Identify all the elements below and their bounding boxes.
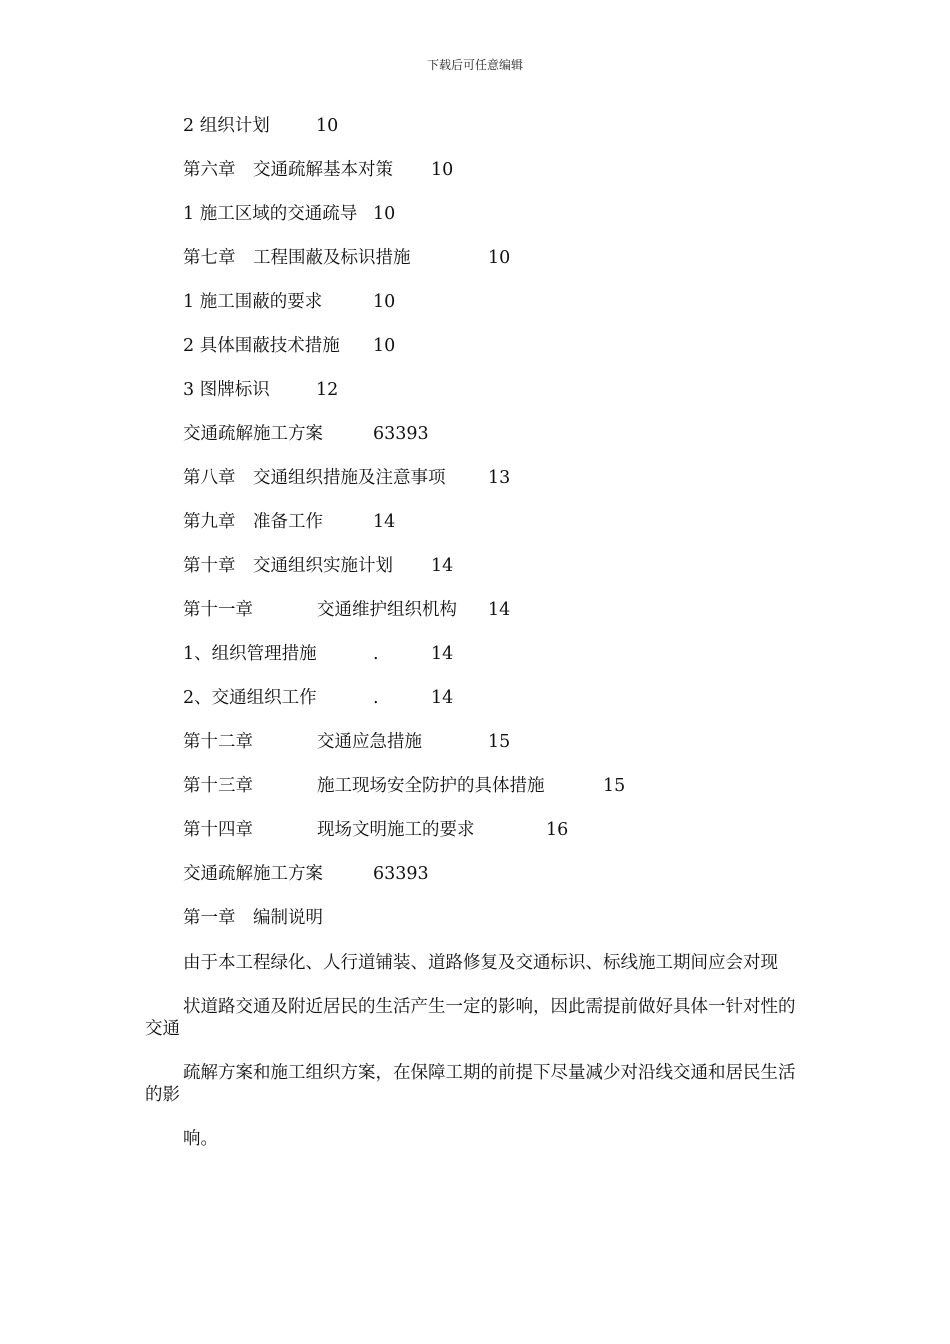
toc-entry-label: 1 施工区域的交通疏导 — [183, 204, 358, 224]
toc-entry-page: 10 — [488, 248, 511, 268]
toc-entry-chapter: 第十一章 — [183, 600, 253, 620]
toc-entry — [183, 819, 823, 863]
toc-entry-label: 1 施工围蔽的要求 — [183, 292, 323, 312]
paragraph: 由于本工程绿化、人行道铺装、道路修复及交通标识、标线施工期间应会对现 — [183, 953, 778, 973]
toc-entry-label: 现场文明施工的要求 — [317, 820, 475, 840]
toc-entry-page: 10 — [373, 336, 396, 356]
toc-entry — [183, 247, 823, 291]
toc-entry-dots: . — [373, 688, 379, 708]
paragraph: 响。 — [183, 1129, 218, 1149]
toc-entry — [183, 467, 823, 511]
toc-entry — [183, 203, 823, 247]
toc-entry-label: 1、组织管理措施 — [183, 644, 317, 664]
table-of-contents — [183, 115, 823, 951]
paragraph: 状道路交通及附近居民的生活产生一定的影响，因此需提前做好具体一针对性的交通 — [145, 997, 796, 1039]
toc-entry-page: 10 — [373, 204, 396, 224]
section-heading — [183, 907, 823, 951]
toc-entry-page: 10 — [373, 292, 396, 312]
toc-entry-page: 10 — [316, 116, 339, 136]
toc-entry — [183, 555, 823, 599]
toc-entry — [183, 511, 823, 555]
toc-entry — [183, 687, 823, 731]
toc-entry — [183, 643, 823, 687]
toc-entry-dots: . — [373, 644, 379, 664]
toc-entry-chapter: 第十四章 — [183, 820, 253, 840]
page-header: 下载后可任意编辑 — [426, 58, 523, 72]
toc-entry — [183, 423, 823, 467]
toc-entry — [183, 159, 823, 203]
toc-entry-label: 交通应急措施 — [317, 732, 422, 752]
toc-entry-label: 交通疏解施工方案 — [183, 424, 323, 444]
toc-entry-page: 63393 — [373, 864, 429, 884]
toc-entry-chapter: 第十二章 — [183, 732, 253, 752]
toc-entry-page: 16 — [546, 820, 569, 840]
toc-entry — [183, 115, 823, 159]
toc-entry-page: 13 — [488, 468, 511, 488]
toc-entry-label: 2 具体围蔽技术措施 — [183, 336, 340, 356]
toc-entry-page: 14 — [431, 644, 454, 664]
toc-entry-page: 63393 — [373, 424, 429, 444]
toc-entry-label: 2、交通组织工作 — [183, 688, 317, 708]
toc-entry — [183, 335, 823, 379]
toc-entry — [183, 863, 823, 907]
toc-entry-label: 交通维护组织机构 — [317, 600, 457, 620]
toc-entry — [183, 599, 823, 643]
toc-entry-label: 第八章 交通组织措施及注意事项 — [183, 468, 446, 488]
toc-entry-label: 第七章 工程围蔽及标识措施 — [183, 248, 411, 268]
toc-entry-page: 14 — [488, 600, 511, 620]
toc-entry-label: 施工现场安全防护的具体措施 — [317, 776, 545, 796]
section-heading-label: 第一章 编制说明 — [183, 908, 323, 928]
toc-entry-page: 12 — [316, 380, 339, 400]
paragraph: 疏解方案和施工组织方案，在保障工期的前提下尽量减少对沿线交通和居民生活的影 — [145, 1063, 796, 1105]
toc-entry — [183, 291, 823, 335]
toc-entry-label: 第六章 交通疏解基本对策 — [183, 160, 393, 180]
toc-entry — [183, 775, 823, 819]
toc-entry-page: 14 — [373, 512, 396, 532]
toc-entry-page: 10 — [431, 160, 454, 180]
toc-entry-label: 第十章 交通组织实施计划 — [183, 556, 393, 576]
toc-entry-page: 14 — [431, 556, 454, 576]
toc-entry-label: 第九章 准备工作 — [183, 512, 323, 532]
toc-entry-page: 14 — [431, 688, 454, 708]
toc-entry-label: 3 图牌标识 — [183, 380, 270, 400]
toc-entry — [183, 731, 823, 775]
toc-entry-page: 15 — [603, 776, 626, 796]
toc-entry-chapter: 第十三章 — [183, 776, 253, 796]
toc-entry-page: 15 — [488, 732, 511, 752]
toc-entry-label: 交通疏解施工方案 — [183, 864, 323, 884]
toc-entry-label: 2 组织计划 — [183, 116, 270, 136]
toc-entry — [183, 379, 823, 423]
body-text — [145, 952, 805, 1172]
